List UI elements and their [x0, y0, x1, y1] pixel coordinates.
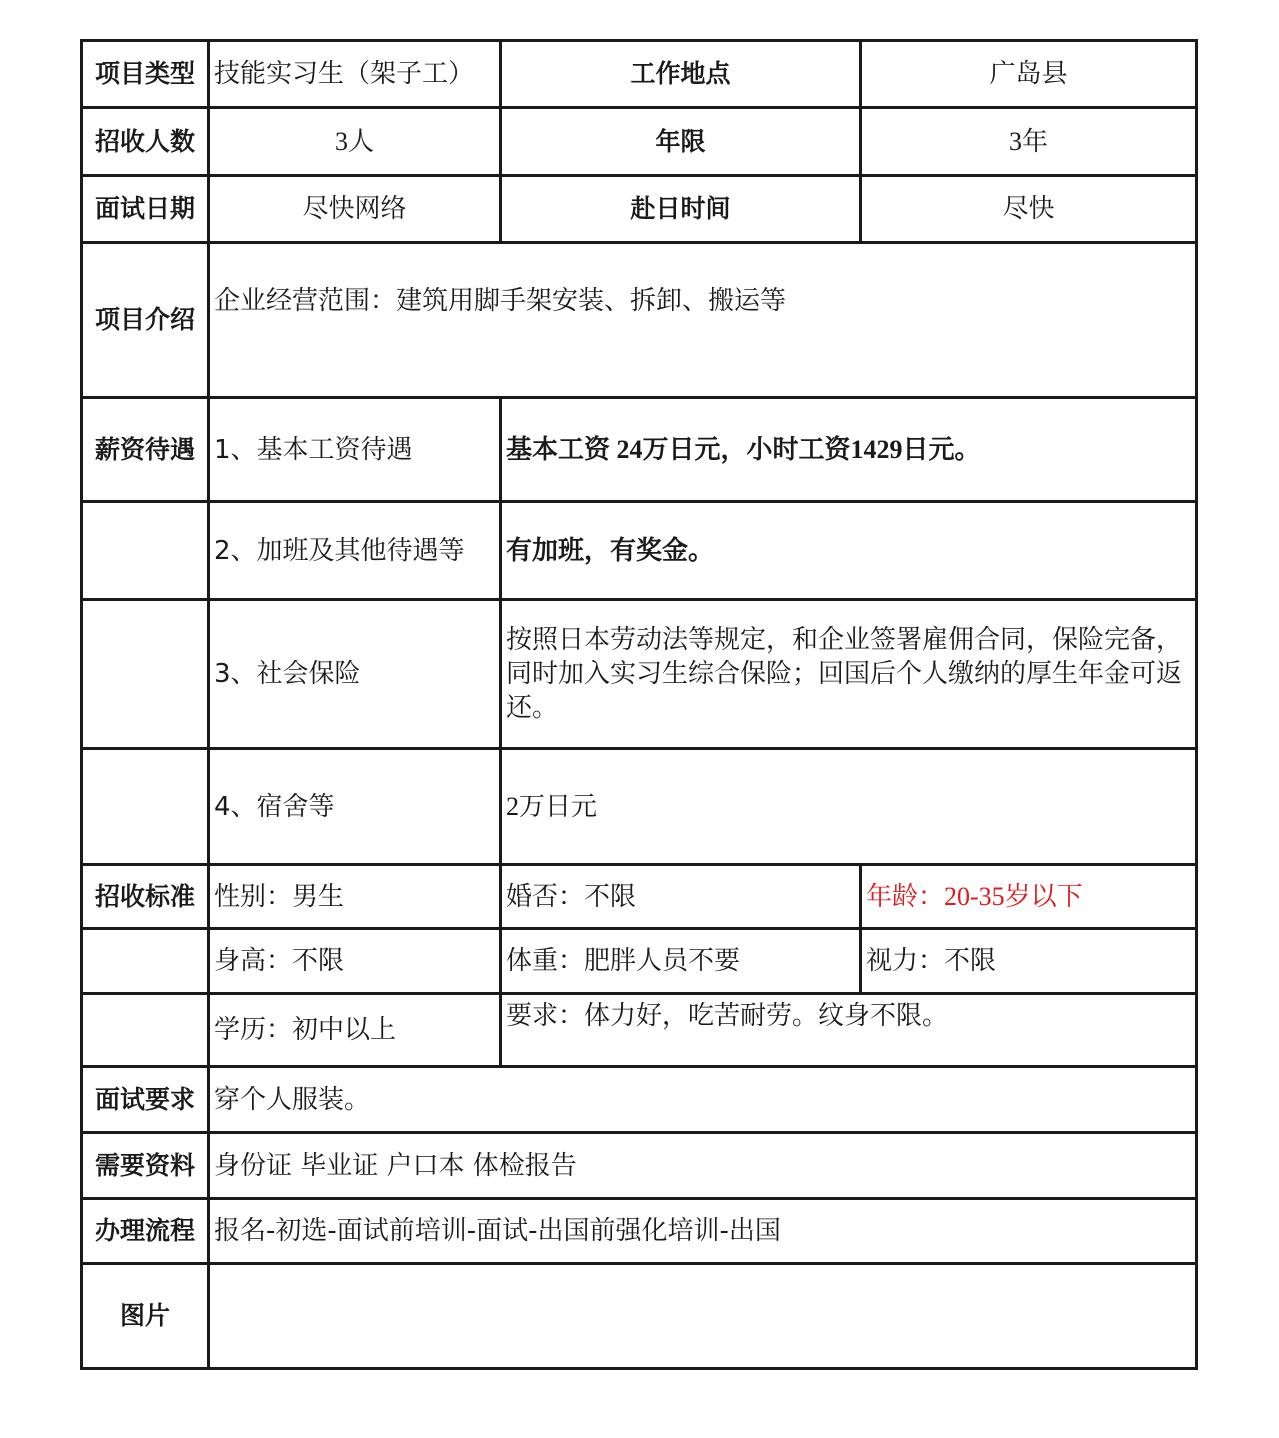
- term-value: 3年: [861, 108, 1197, 176]
- documents-value: 身份证 毕业证 户口本 体检报告: [209, 1133, 1197, 1199]
- departure-time-label: 赴日时间: [501, 176, 861, 243]
- salary-item-name: 3、社会保险: [209, 600, 501, 749]
- pictures-value: [209, 1264, 1197, 1369]
- interview-date-label: 面试日期: [82, 176, 209, 243]
- interview-date-value: 尽快网络: [209, 176, 501, 243]
- table-row: [82, 502, 1197, 600]
- departure-time-value: 尽快: [861, 176, 1197, 243]
- vision-value: 视力：不限: [861, 929, 1197, 994]
- empty-label-cell: [82, 600, 209, 749]
- empty-label-cell: [82, 994, 209, 1067]
- interview-req-value: 穿个人服装。: [209, 1067, 1197, 1133]
- salary-item-value: 按照日本劳动法等规定，和企业签署雇佣合同，保险完备，同时加入实习生综合保险；回国后个人缴纳的厚生年金可返还。: [501, 600, 1197, 749]
- salary-item-value: 2万日元: [501, 749, 1197, 865]
- recruit-count-value: 3人: [209, 108, 501, 176]
- empty-label-cell: [82, 929, 209, 994]
- weight-value: 体重：肥胖人员不要: [501, 929, 861, 994]
- requirement-value: 要求：体力好，吃苦耐劳。纹身不限。: [501, 994, 1197, 1067]
- table-row: [82, 1199, 1197, 1264]
- table-row: [82, 1133, 1197, 1199]
- salary-label: 薪资待遇: [82, 398, 209, 502]
- recruitment-info-table: [80, 39, 1198, 1370]
- table-row: [82, 398, 1197, 502]
- pictures-label: 图片: [82, 1264, 209, 1369]
- table-row: [82, 1264, 1197, 1369]
- table-row: [82, 994, 1197, 1067]
- salary-item-value: 基本工资 24万日元，小时工资1429日元。: [501, 398, 1197, 502]
- project-type-label: 项目类型: [82, 41, 209, 108]
- gender-value: 性别：男生: [209, 865, 501, 929]
- education-value: 学历：初中以上: [209, 994, 501, 1067]
- table-row: [82, 1067, 1197, 1133]
- empty-label-cell: [82, 749, 209, 865]
- table-row: [82, 865, 1197, 929]
- table-row: [82, 108, 1197, 176]
- recruit-count-label: 招收人数: [82, 108, 209, 176]
- table-row: [82, 749, 1197, 865]
- empty-label-cell: [82, 502, 209, 600]
- salary-item-name: 2、加班及其他待遇等: [209, 502, 501, 600]
- work-location-value: 广岛县: [861, 41, 1197, 108]
- table-row: [82, 41, 1197, 108]
- height-value: 身高：不限: [209, 929, 501, 994]
- table-row: [82, 176, 1197, 243]
- salary-item-value: 有加班，有奖金。: [501, 502, 1197, 600]
- interview-req-label: 面试要求: [82, 1067, 209, 1133]
- table-row: [82, 243, 1197, 398]
- salary-item-name: 1、基本工资待遇: [209, 398, 501, 502]
- documents-label: 需要资料: [82, 1133, 209, 1199]
- table-row: [82, 600, 1197, 749]
- project-intro-value: 企业经营范围：建筑用脚手架安装、拆卸、搬运等: [209, 243, 1197, 398]
- work-location-label: 工作地点: [501, 41, 861, 108]
- standards-label: 招收标准: [82, 865, 209, 929]
- process-label: 办理流程: [82, 1199, 209, 1264]
- table-row: [82, 929, 1197, 994]
- age-value: 年龄：20-35岁以下: [861, 865, 1197, 929]
- salary-item-name: 4、宿舍等: [209, 749, 501, 865]
- project-type-value: 技能实习生（架子工）: [209, 41, 501, 108]
- marriage-value: 婚否：不限: [501, 865, 861, 929]
- process-value: 报名-初选-面试前培训-面试-出国前强化培训-出国: [209, 1199, 1197, 1264]
- term-label: 年限: [501, 108, 861, 176]
- project-intro-label: 项目介绍: [82, 243, 209, 398]
